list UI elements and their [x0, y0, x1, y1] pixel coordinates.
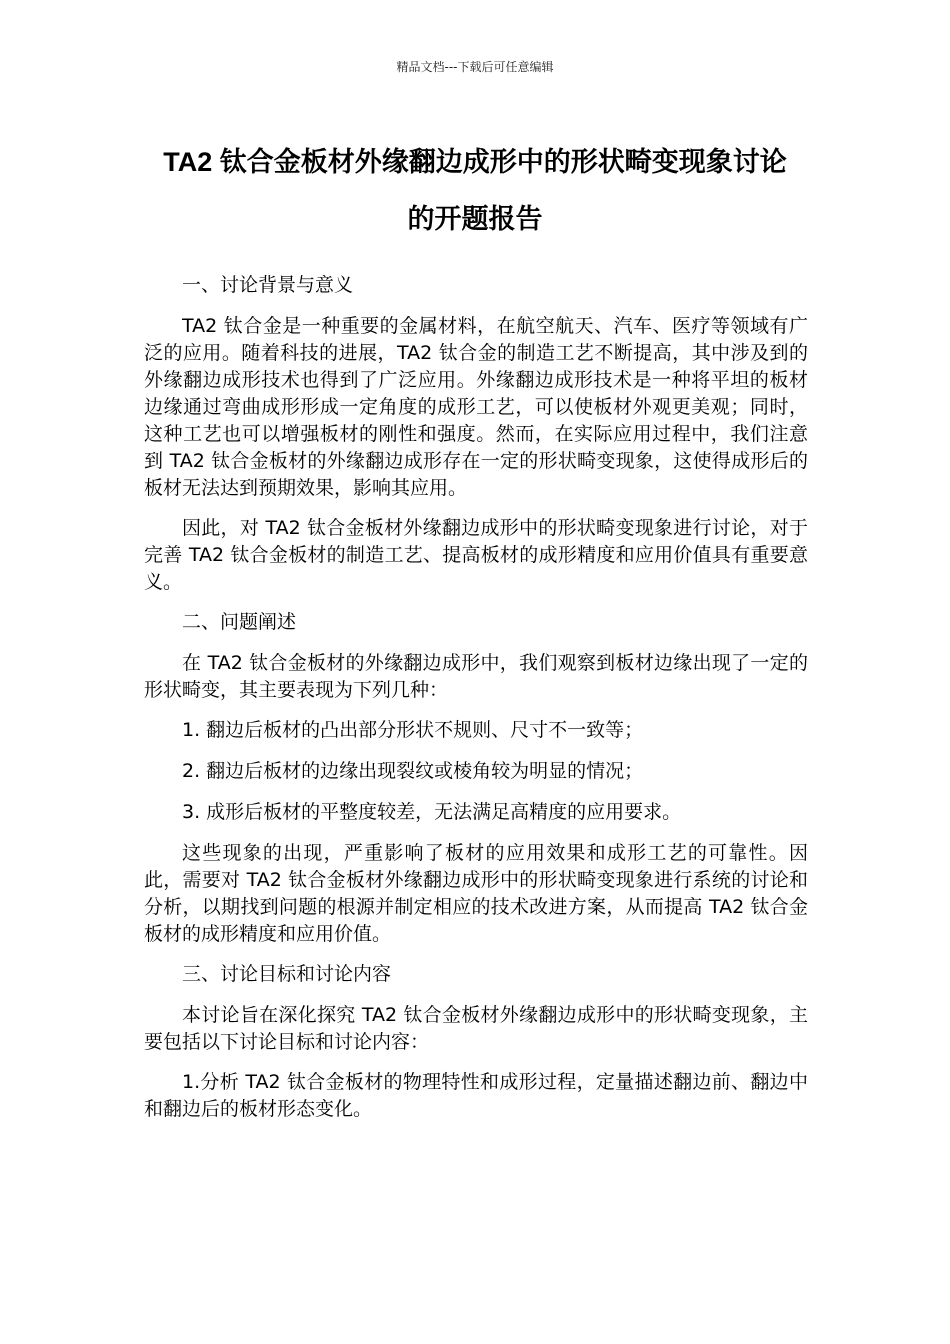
- header-note: 精品文档---下载后可任意编辑: [396, 60, 554, 74]
- section-3-list-item-1: 1.分析 TA2 钛合金板材的物理特性和成形过程，定量描述翻边前、翻边中和翻边后的板材形态变化。: [144, 1071, 808, 1120]
- section-2-list-item-1: 1. 翻边后板材的凸出部分形状不规则、尺寸不一致等；: [182, 719, 644, 741]
- section-2-list-item-2: 2. 翻边后板材的边缘出现裂纹或棱角较为明显的情况；: [182, 760, 644, 782]
- document-body: [144, 272, 808, 1136]
- section-3-heading: 三、讨论目标和讨论内容: [182, 963, 392, 985]
- document-title: [130, 134, 820, 248]
- section-1-paragraph-1: TA2 钛合金是一种重要的金属材料，在航空航天、汽车、医疗等领域有广泛的应用。随着科技的进展，TA2 钛合金的制造工艺不断提高，其中涉及到的外缘翻边成形技术也得到了广泛应用。外缘翻边成形技术是一种将平坦的板材边缘通过弯曲成形形成一定角度的成形工艺，可以使板材外观更美观；同时，这种工艺也可以增强板材的刚性和强度。然而，在实际应用过程中，我们注意到 TA2 钛合金板材的外缘翻边成形存在一定的形状畸变现象，这使得成形后的板材无法达到预期效果，影响其应用。: [144, 315, 808, 499]
- section-3-paragraph-1: 本讨论旨在深化探究 TA2 钛合金板材外缘翻边成形中的形状畸变现象，主要包括以下讨论目标和讨论内容：: [144, 1004, 808, 1053]
- section-1-heading: 一、讨论背景与意义: [182, 274, 354, 296]
- section-2-list-item-3: 3. 成形后板材的平整度较差，无法满足高精度的应用要求。: [182, 801, 682, 823]
- section-2-paragraph-2: 这些现象的出现，严重影响了板材的应用效果和成形工艺的可靠性。因此，需要对 TA2 钛合金板材外缘翻边成形中的形状畸变现象进行系统的讨论和分析，以期找到问题的根源并制定相应的技术改进方案，从而提高 TA2 钛合金板材的成形精度和应用价值。: [144, 842, 808, 945]
- section-2-paragraph-1: 在 TA2 钛合金板材的外缘翻边成形中，我们观察到板材边缘出现了一定的形状畸变，其主要表现为下列几种：: [144, 652, 808, 701]
- title-line-2: 的开题报告: [407, 204, 543, 234]
- section-1-paragraph-2: 因此，对 TA2 钛合金板材外缘翻边成形中的形状畸变现象进行讨论，对于完善 TA2 钛合金板材的制造工艺、提高板材的成形精度和应用价值具有重要意义。: [144, 517, 808, 593]
- section-2-heading: 二、问题阐述: [182, 611, 297, 633]
- title-line-1: TA2 钛合金板材外缘翻边成形中的形状畸变现象讨论: [163, 147, 787, 177]
